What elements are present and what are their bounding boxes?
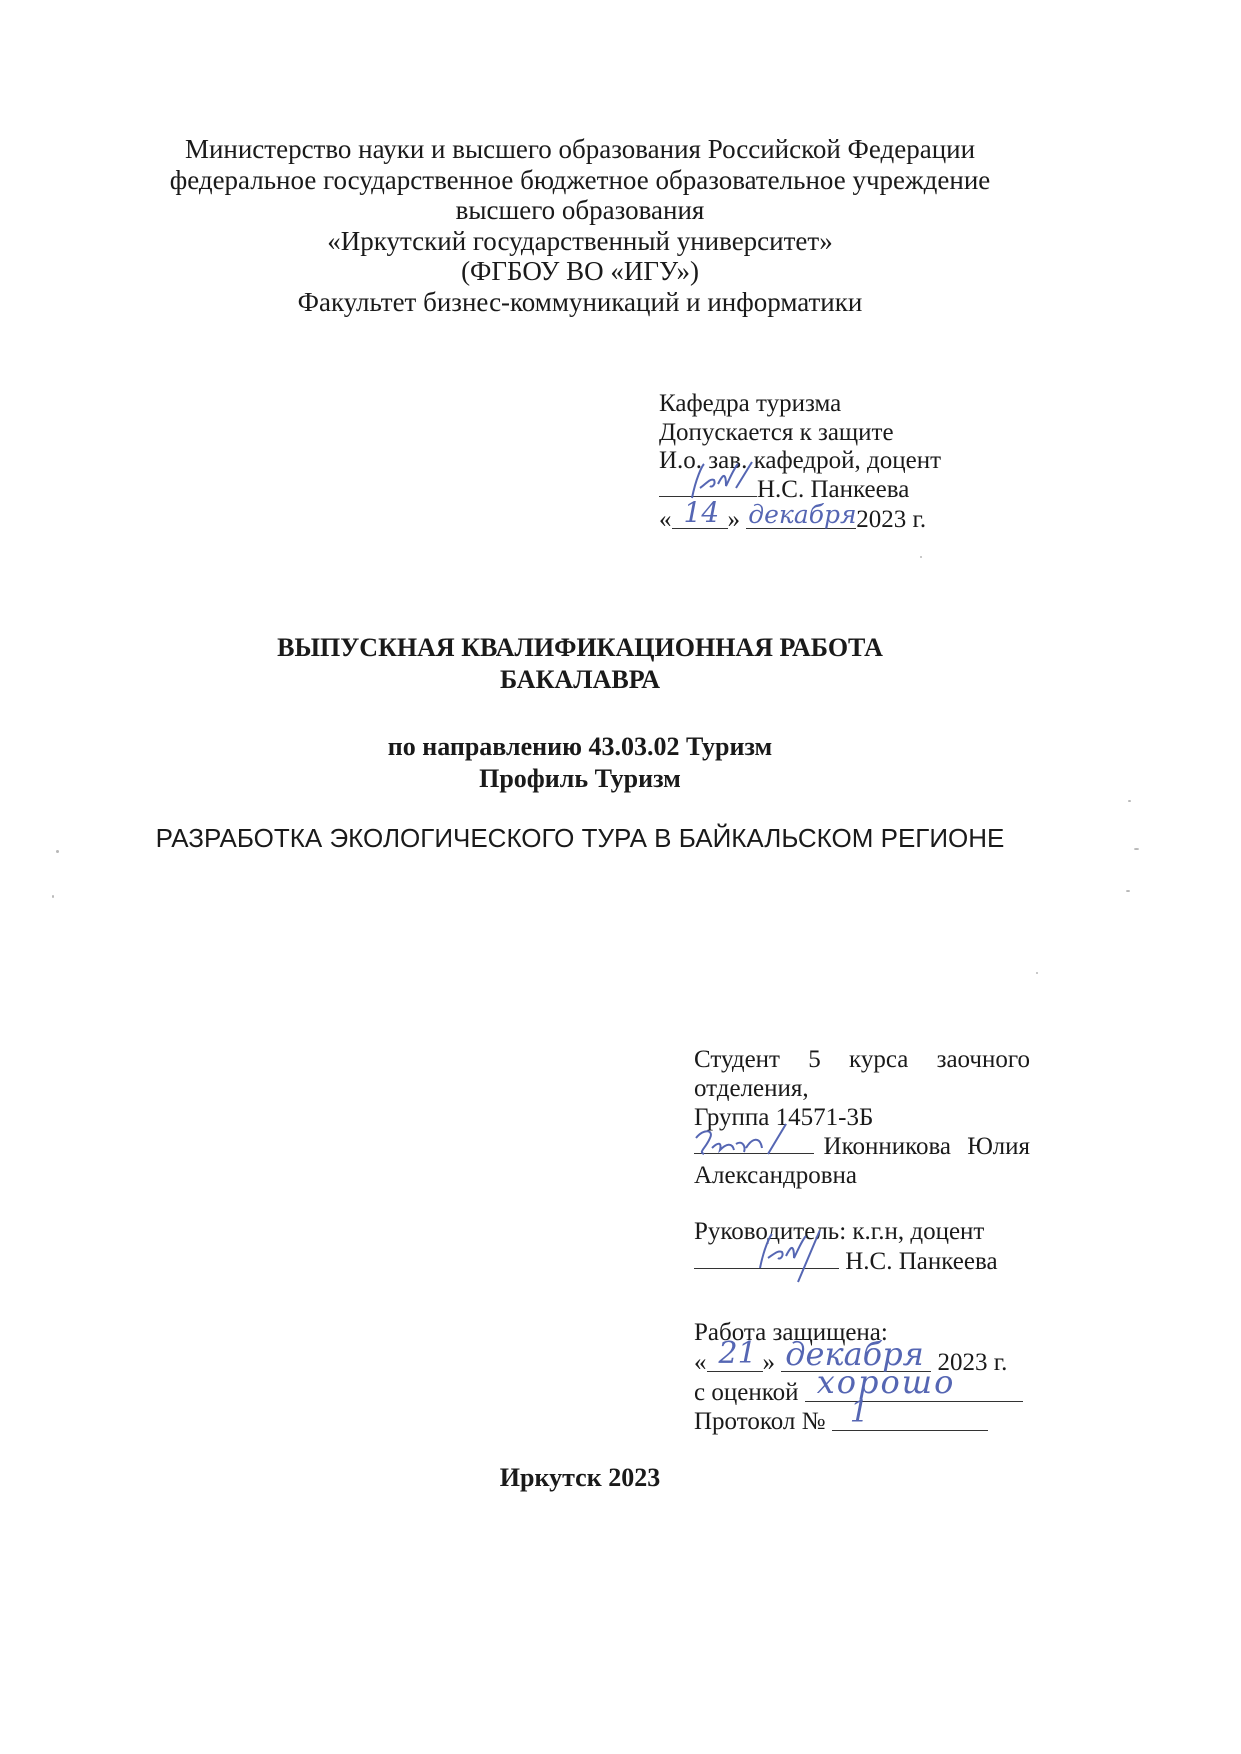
defense-year: 2023 г.	[937, 1349, 1008, 1376]
position-line: И.о. зав. кафедрой, доцент	[659, 447, 942, 474]
work-title-line-1: ВЫПУСКНАЯ КВАЛИФИКАЦИОННАЯ РАБОТА	[277, 633, 883, 662]
ministry-line: Министерство науки и высшего образования Российской Федерации	[184, 134, 976, 164]
institution-type-line: федеральное государственное бюджетное образовательное учреждение	[169, 164, 991, 195]
defense-month: декабря	[785, 1335, 924, 1373]
department-line: Кафедра туризма	[659, 390, 842, 417]
abbreviation-line: (ФГБОУ ВО «ИГУ»)	[461, 256, 699, 286]
approval-date-line: « 14 » декабря 2023 г.	[659, 496, 927, 533]
defense-label: Работа защищена:	[694, 1319, 888, 1346]
scan-speck	[1036, 972, 1038, 974]
grade-value: хорошо	[816, 1363, 956, 1401]
protocol-line	[694, 1395, 988, 1437]
direction-line: по направлению 43.03.02 Туризм	[387, 732, 773, 761]
work-title-block	[0, 632, 1160, 696]
supervisor-name: Н.С. Панкеева	[845, 1248, 998, 1275]
supervisor-signature	[750, 1228, 850, 1288]
student-group: Группа 14571-3Б	[694, 1104, 874, 1131]
university-line: «Иркутский государственный университет»	[327, 225, 833, 256]
approval-year: 2023 г.	[856, 506, 927, 533]
protocol-label: Протокол №	[694, 1408, 826, 1435]
admitted-line: Допускается к защите	[659, 419, 894, 446]
supervisor-label: Руководитель: к.г.н, доцент	[694, 1218, 985, 1245]
work-title-line-2: БАКАЛАВРА	[499, 665, 661, 694]
head-name: Н.С. Панкеева	[757, 476, 910, 503]
header-block	[0, 134, 1160, 317]
profile-line: Профиль Туризм	[479, 764, 681, 793]
topic-line: РАЗРАБОТКА ЭКОЛОГИЧЕСКОГО ТУРА В БАЙКАЛЬСКОМ РЕГИОНЕ	[155, 823, 1005, 853]
defense-day: 21	[718, 1336, 757, 1371]
student-name: Иконникова Юлия	[823, 1133, 1030, 1160]
scan-speck	[1128, 800, 1131, 802]
student-line-1: Студент 5 курса заочного	[694, 1046, 1030, 1073]
grade-label: с оценкой	[694, 1379, 799, 1406]
scan-speck	[920, 556, 922, 558]
institution-type-line-2: высшего образования	[455, 195, 705, 225]
scan-speck	[1126, 890, 1130, 892]
student-name-line-2: Александровна	[694, 1162, 858, 1189]
approval-month: декабря	[748, 500, 857, 529]
direction-block	[0, 731, 1160, 795]
scan-speck	[52, 895, 54, 898]
student-line-2: отделения,	[694, 1075, 809, 1102]
faculty-line: Факультет бизнес-коммуникаций и информатики	[297, 286, 863, 317]
city-year: Иркутск 2023	[499, 1463, 661, 1492]
defense-date-line: « 21 » декабря 2023 г.	[694, 1335, 1008, 1376]
protocol-value: 1	[849, 1395, 869, 1430]
scan-speck	[1134, 848, 1139, 850]
scan-speck	[56, 850, 59, 853]
approval-day: 14	[683, 496, 720, 529]
